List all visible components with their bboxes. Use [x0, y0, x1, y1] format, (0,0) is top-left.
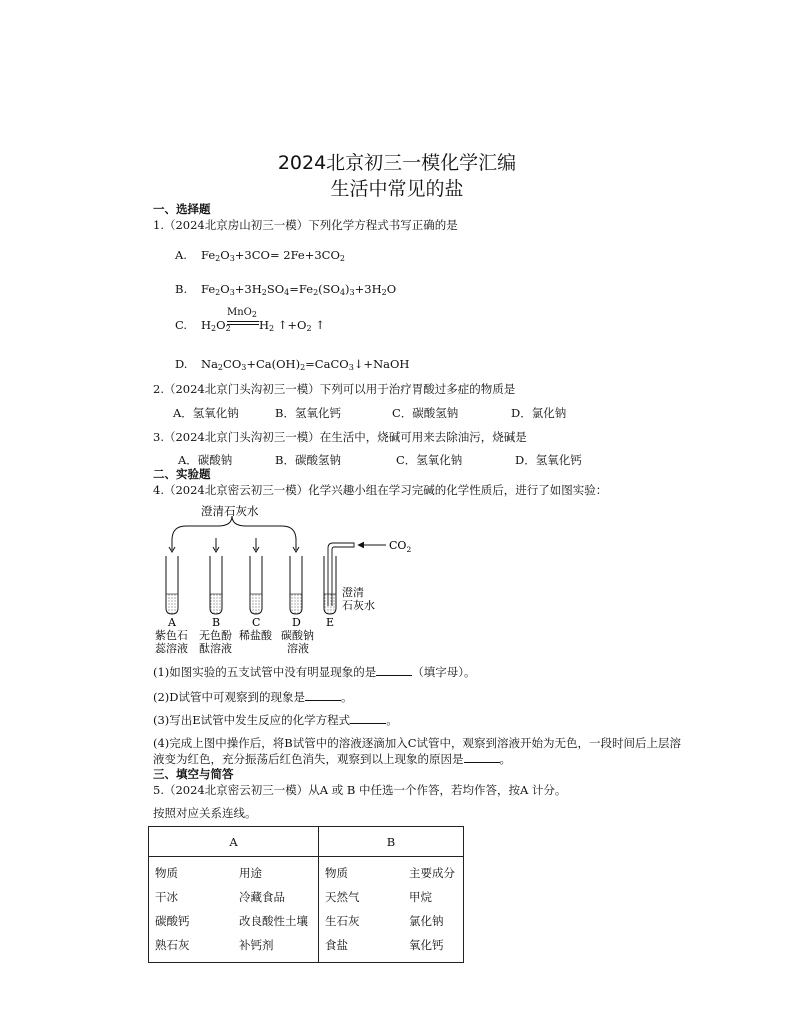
q4-part-1-tail: （填字母）。 [412, 665, 476, 679]
q1-option-d: D. $Na_2CO_3+Ca(OH)_2=CaCO_3↓+NaOH$ [175, 357, 410, 372]
answer-blank[interactable] [305, 690, 341, 701]
q1-option-c: C. $H_2O_2$ MnO$_2$ $H_2$ $↑+O_2$ ↑ [175, 307, 325, 333]
b-component-3[interactable]: 氧化钙 [409, 938, 444, 952]
answer-blank[interactable] [376, 665, 412, 676]
q2-option-a: A．氢氧化钠 [173, 406, 239, 420]
q4-part-3-tail: 。 [386, 713, 398, 727]
a-use-1[interactable]: 冷藏食品 [239, 890, 285, 904]
catalyst-label: MnO [227, 307, 252, 318]
question-1-stem: 1.（2024北京房山初三一模）下列化学方程式书写正确的是 [153, 218, 458, 232]
a-substance-3[interactable]: 熟石灰 [155, 938, 190, 952]
q3-option-b: B．碳酸氢钠 [275, 453, 341, 467]
q4-part-2-tail: 。 [341, 690, 353, 704]
co2-label [389, 539, 411, 554]
q4-part-2 [153, 689, 353, 705]
option-label: D. [175, 357, 188, 371]
option-label: A. [175, 248, 187, 262]
q1-option-a: A. $Fe_2O_3+3CO= 2Fe+3CO_2$ [175, 248, 345, 263]
experiment-figure [150, 498, 410, 658]
tube-e-label-2: 石灰水 [342, 599, 375, 612]
table-header-b: B [319, 827, 464, 857]
q4-part-1 [153, 664, 476, 680]
section-heading-experiment: 二、实验题 [153, 467, 211, 481]
q3-option-a: A．碳酸钠 [178, 453, 233, 467]
co2-arrow [358, 542, 386, 548]
tube-d-reagent-1: 碳酸钠 [281, 629, 314, 642]
a-use-2[interactable]: 改良酸性土壤 [239, 914, 308, 928]
a-substance-0: 物质 [155, 866, 178, 880]
reaction-equals-sign [227, 321, 259, 325]
b-substance-0: 物质 [325, 866, 348, 880]
tube-b-reagent-1: 无色酚 [199, 629, 232, 642]
question-4-stem: 4.（2024北京密云初三一模）化学兴趣小组在学习完碱的化学性质后，进行了如图实验： [153, 483, 608, 497]
q4-part-3-text: (3)写出E试管中发生反应的化学方程式 [153, 713, 351, 727]
tube-d-reagent-2: 溶液 [287, 642, 309, 655]
question-2-stem: 2.（2024北京门头沟初三一模）下列可以用于治疗胃酸过多症的物质是 [153, 382, 516, 396]
figure-top-label: 澄清石灰水 [201, 504, 259, 518]
a-substance-1[interactable]: 干冰 [155, 890, 178, 904]
test-tube-c [250, 556, 262, 614]
q4-part-3 [153, 712, 398, 728]
tube-a-reagent-1: 紫色石 [155, 629, 188, 642]
q4-part-1-text: (1)如图实验的五支试管中没有明显现象的是 [153, 665, 377, 679]
tube-letter-c: C [252, 616, 261, 629]
tube-letter-b: B [212, 616, 221, 629]
matching-table [148, 826, 464, 963]
answer-blank[interactable] [350, 713, 386, 724]
a-use-3[interactable]: 补钙剂 [239, 938, 274, 952]
tube-a-reagent-2: 蕊溶液 [155, 642, 188, 655]
test-tube-a [166, 556, 178, 614]
tube-letter-d: D [292, 616, 301, 629]
a-use-0: 用途 [239, 866, 262, 880]
page-title: 2024北京初三一模化学汇编 [277, 152, 517, 174]
q2-option-d: D．氯化钠 [511, 406, 567, 420]
drop-arrows [169, 538, 299, 552]
q1-option-b: B. $Fe_2O_3+3H_2SO_4=Fe_2(SO_4)_3+3H_2O$ [175, 282, 397, 297]
answer-blank[interactable] [464, 752, 500, 763]
option-label: C. [175, 318, 188, 332]
tube-letter-a: A [168, 616, 176, 629]
b-substance-3[interactable]: 食盐 [325, 938, 348, 952]
q3-option-d: D．氢氧化钙 [515, 453, 582, 467]
a-substance-2[interactable]: 碳酸钙 [155, 914, 190, 928]
b-component-0: 主要成分 [409, 866, 455, 880]
b-component-2[interactable]: 氯化钠 [409, 914, 444, 928]
b-substance-1[interactable]: 天然气 [325, 890, 360, 904]
q2-option-c: C．碳酸氢钠 [392, 406, 459, 420]
q4-part-4-tail: 。 [499, 752, 511, 766]
table-cell-a [149, 857, 319, 963]
tube-e-label-1: 澄清 [342, 586, 364, 599]
section-heading-choice: 一、选择题 [153, 202, 211, 216]
section-heading-fill: 三、填空与简答 [153, 767, 234, 781]
q4-part-2-text: (2)D试管中可观察到的现象是 [153, 690, 306, 704]
q3-option-c: C．氢氧化钠 [396, 453, 463, 467]
q4-part-4-text: 液变为红色，充分振荡后红色消失，观察到以上现象的原因是 [153, 752, 464, 766]
tube-letter-e: E [326, 616, 335, 629]
tube-c-reagent-1: 稀盐酸 [239, 629, 272, 642]
q4-part-4-line-1: (4)完成上图中操作后，将B试管中的溶液逐滴加入C试管中，观察到溶液开始为无色，一段时间后上层溶 [153, 736, 682, 750]
q2-option-b: B．氢氧化钙 [275, 406, 341, 420]
brace [172, 516, 296, 540]
test-tube-d [290, 556, 302, 614]
question-3-stem: 3.（2024北京门头沟初三一模）在生活中，烧碱可用来去除油污，烧碱是 [153, 430, 527, 444]
test-tube-b [210, 556, 222, 614]
co2-label-text: CO [389, 539, 407, 552]
page-subtitle: 生活中常见的盐 [330, 178, 464, 200]
b-component-1[interactable]: 甲烷 [409, 890, 432, 904]
catalyst-subscript: 2 [251, 310, 257, 319]
question-5-instruction: 按照对应关系连线。 [153, 806, 257, 820]
tube-b-reagent-2: 酞溶液 [199, 642, 232, 655]
q4-part-4-line-2 [153, 751, 511, 767]
option-label: B. [175, 282, 188, 296]
question-5-stem: 5.（2024北京密云初三一模）从A 或 B 中任选一个作答，若均作答，按A 计分。 [153, 783, 567, 797]
co2-label-subscript: 2 [406, 545, 412, 554]
b-substance-2[interactable]: 生石灰 [325, 914, 360, 928]
table-header-a: A [149, 827, 319, 857]
table-cell-b [319, 857, 464, 963]
